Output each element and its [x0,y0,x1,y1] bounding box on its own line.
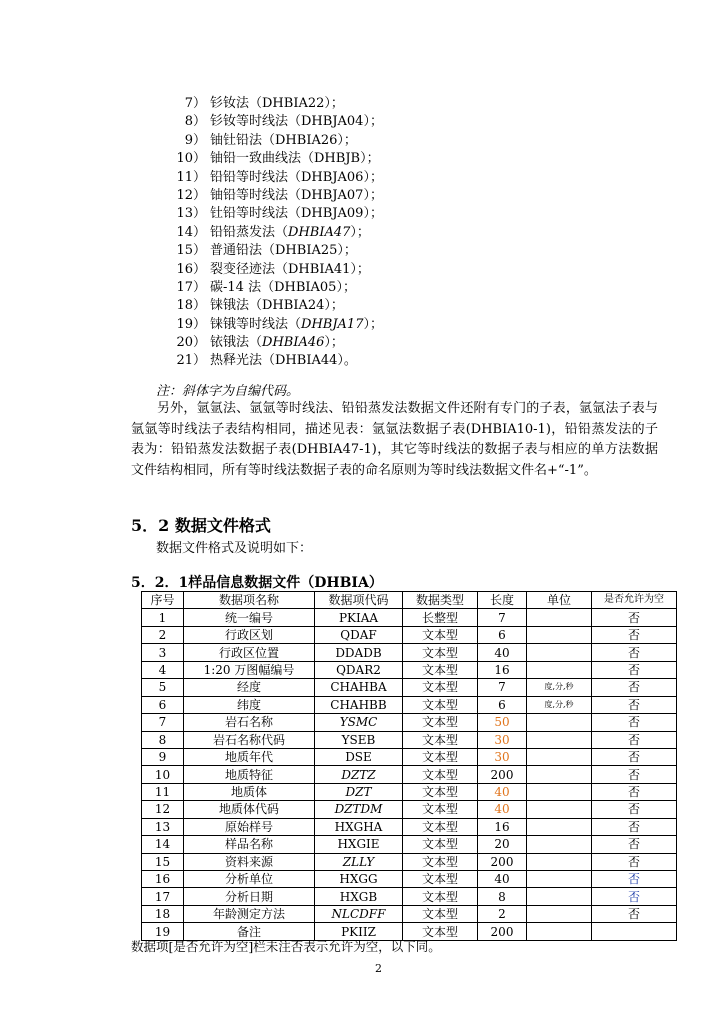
cell-no: 10 [142,766,184,783]
cell-code: DZT [315,783,403,800]
table-footnote: 数据项[是否允许为空]栏未注否表示允许为空，以下同。 [131,939,441,954]
cell-unit: 度,分,秒 [527,679,592,696]
cell-code: QDAR2 [315,661,403,678]
list-item-text: 裂变径迹法（DHBIA41）； [210,261,370,277]
cell-type: 文本型 [403,783,478,800]
cell-nullable: 否 [592,748,677,765]
cell-type: 文本型 [403,644,478,661]
page-number: 2 [375,962,382,975]
cell-nullable [592,923,677,940]
list-item-text: 钐钕法（DHBIA22）； [210,96,344,111]
header-length: 长度 [478,592,527,609]
cell-name: 地质特征 [184,766,315,783]
cell-length: 40 [478,783,527,800]
cell-no: 16 [142,871,184,888]
cell-name: 备注 [184,923,315,940]
list-item-number: 8） [184,114,206,130]
cell-name: 经度 [184,679,315,696]
cell-no: 9 [142,748,184,765]
cell-unit [527,836,592,853]
cell-nullable: 否 [592,644,677,661]
cell-name: 原始样号 [184,818,315,835]
cell-length: 20 [478,836,527,853]
cell-name: 分析单位 [184,871,315,888]
list-item [171,113,611,131]
cell-type: 文本型 [403,714,478,731]
list-item-number: 12） [176,187,206,203]
cell-nullable: 否 [592,766,677,783]
cell-type: 长整型 [403,609,478,626]
table-row [142,609,677,626]
table-header-row [142,592,677,609]
list-item-text: ）； [350,224,370,240]
cell-type: 文本型 [403,626,478,643]
list-item-text: 铼锇法（DHBIA24）； [210,298,344,314]
list-item-code: DHBIA47 [288,224,351,240]
list-item [171,334,611,352]
cell-name: 1:20 万图幅编号 [184,661,315,678]
list-item-number: 16） [176,261,206,277]
table-row [142,748,677,765]
table-row [142,801,677,818]
list-item-text: 铅铅等时线法（DHBJA06）； [210,169,383,185]
list-item-text: 铼锇等时线法（ [210,316,302,332]
section-heading: 5．2 数据文件格式 [131,516,271,535]
cell-nullable: 否 [592,818,677,835]
cell-nullable: 否 [592,853,677,870]
cell-name: 行政区划 [184,626,315,643]
cell-nullable: 否 [592,696,677,713]
cell-unit [527,888,592,905]
table-row [142,818,677,835]
cell-code: HXGG [315,871,403,888]
list-item-text: 铀钍铅法（DHBIA26）； [210,132,357,148]
cell-length: 30 [478,748,527,765]
cell-length: 30 [478,731,527,748]
header-code: 数据项代码 [315,592,403,609]
cell-unit [527,783,592,800]
table-row [142,783,677,800]
cell-no: 19 [142,923,184,940]
cell-unit [527,871,592,888]
cell-unit [527,748,592,765]
cell-name: 纬度 [184,696,315,713]
table-row [142,661,677,678]
list-item [171,261,611,279]
subsection-heading: 5．2．1样品信息数据文件（DHBIA） [131,575,383,591]
cell-name: 样品名称 [184,836,315,853]
list-item-number: 7） [184,96,206,111]
table-row [142,714,677,731]
cell-nullable: 否 [592,626,677,643]
cell-length: 40 [478,871,527,888]
list-item-text: 钐钕等时线法（DHBJA04）； [210,114,383,130]
list-item-text: 铱锇法（ [210,335,263,351]
cell-type: 文本型 [403,888,478,905]
list-item [171,297,611,315]
cell-no: 3 [142,644,184,661]
cell-unit [527,609,592,626]
cell-unit [527,766,592,783]
cell-type: 文本型 [403,766,478,783]
table-row [142,905,677,922]
table-row [142,731,677,748]
cell-unit [527,661,592,678]
table-row [142,644,677,661]
cell-unit [527,801,592,818]
header-nullable: 是否允许为空 [592,592,677,609]
cell-unit [527,853,592,870]
list-item-number: 18） [176,298,206,314]
cell-length: 200 [478,853,527,870]
list-item [171,205,611,223]
list-item-number: 19） [176,316,206,332]
cell-code: HXGHA [315,818,403,835]
cell-unit [527,626,592,643]
cell-length: 50 [478,714,527,731]
cell-code: NLCDFF [315,905,403,922]
list-item [171,224,611,242]
cell-name: 地质年代 [184,748,315,765]
cell-name: 地质体 [184,783,315,800]
cell-code: CHAHBA [315,679,403,696]
header-name: 数据项名称 [184,592,315,609]
header-no: 序号 [142,592,184,609]
cell-no: 17 [142,888,184,905]
cell-code: QDAF [315,626,403,643]
cell-type: 文本型 [403,871,478,888]
list-item-text: ）； [363,316,383,332]
list-item [171,169,611,187]
cell-unit [527,731,592,748]
cell-length: 16 [478,661,527,678]
cell-no: 11 [142,783,184,800]
list-item-text: 普通铅法（DHBIA25）； [210,243,357,259]
cell-type: 文本型 [403,748,478,765]
cell-no: 12 [142,801,184,818]
table-row [142,853,677,870]
cell-type: 文本型 [403,853,478,870]
cell-nullable: 否 [592,783,677,800]
list-item-number: 14） [176,224,206,240]
list-item [171,279,611,297]
cell-unit [527,818,592,835]
cell-unit [527,714,592,731]
table-row [142,696,677,713]
cell-nullable: 否 [592,714,677,731]
italic-note: 注：斜体字为自编代码。 [156,384,300,399]
header-unit: 单位 [527,592,592,609]
list-item [171,150,611,168]
table-row [142,871,677,888]
list-item-text: 铀铅一致曲线法（DHBJB）； [210,151,380,167]
cell-no: 4 [142,661,184,678]
cell-no: 1 [142,609,184,626]
list-item-text: ）； [324,335,344,351]
cell-nullable: 否 [592,836,677,853]
list-item-text: 热释光法（DHBIA44）。 [210,353,357,369]
header-type: 数据类型 [403,592,478,609]
cell-nullable: 否 [592,888,677,905]
cell-unit [527,644,592,661]
cell-name: 行政区位置 [184,644,315,661]
cell-length: 8 [478,888,527,905]
list-item-text: 钍铅等时线法（DHBJA09）； [210,206,383,222]
cell-no: 7 [142,714,184,731]
cell-type: 文本型 [403,731,478,748]
cell-code: CHAHBB [315,696,403,713]
section-intro: 数据文件格式及说明如下： [156,541,313,556]
cell-length: 200 [478,766,527,783]
table-row [142,626,677,643]
method-list [171,95,611,371]
cell-nullable: 否 [592,801,677,818]
list-item-number: 13） [176,206,206,222]
cell-code: PKIIZ [315,923,403,940]
cell-length: 40 [478,801,527,818]
subtable-paragraph: 另外，氩氩法、氩氩等时线法、铅铅蒸发法数据文件还附有专门的子表，氩氩法子表与氩氩等时线法子表结构相同，描述见表：氩氩法数据子表(DHBIA10-1)，铅铅蒸发法的子表为：铅铅蒸发法数据子表(DHBIA47-1)，其它等时线法的数据子表与相应的单方法数据文件结构相同，所有等时线法数据子表的命名原则为等时线法数据文件名+“-1”。 [131,401,658,478]
cell-no: 6 [142,696,184,713]
cell-type: 文本型 [403,801,478,818]
cell-length: 2 [478,905,527,922]
list-item-text: 铅铅蒸发法（ [210,224,289,240]
cell-name: 统一编号 [184,609,315,626]
cell-length: 200 [478,923,527,940]
cell-code: YSEB [315,731,403,748]
cell-no: 14 [142,836,184,853]
cell-length: 6 [478,696,527,713]
list-item [171,242,611,260]
table-row [142,888,677,905]
list-item-number: 15） [176,243,206,259]
list-item-code: DHBJA17 [301,316,364,332]
cell-type: 文本型 [403,661,478,678]
cell-name: 资料来源 [184,853,315,870]
list-item-number: 21） [176,353,206,369]
cell-length: 7 [478,679,527,696]
list-item-number: 9） [184,132,206,148]
cell-name: 岩石名称 [184,714,315,731]
cell-code: DZTZ [315,766,403,783]
cell-length: 40 [478,644,527,661]
list-item [171,352,611,370]
cell-code: ZLLY [315,853,403,870]
cell-code: DDADB [315,644,403,661]
list-item-code: DHBIA46 [262,335,325,351]
cell-length: 6 [478,626,527,643]
sample-info-table [141,591,677,941]
cell-nullable: 否 [592,905,677,922]
cell-length: 7 [478,609,527,626]
cell-no: 8 [142,731,184,748]
cell-unit [527,923,592,940]
cell-nullable: 否 [592,661,677,678]
list-item [171,95,611,113]
table-row [142,679,677,696]
list-item-text: 铀铅等时线法（DHBJA07）； [210,187,383,203]
cell-type: 文本型 [403,836,478,853]
cell-code: DSE [315,748,403,765]
list-item [171,132,611,150]
list-item-number: 10） [176,151,206,167]
cell-nullable: 否 [592,679,677,696]
cell-no: 13 [142,818,184,835]
cell-type: 文本型 [403,905,478,922]
cell-type: 文本型 [403,818,478,835]
cell-name: 分析日期 [184,888,315,905]
cell-unit [527,905,592,922]
cell-no: 18 [142,905,184,922]
cell-no: 15 [142,853,184,870]
cell-no: 5 [142,679,184,696]
cell-type: 文本型 [403,923,478,940]
cell-nullable: 否 [592,609,677,626]
cell-nullable: 否 [592,731,677,748]
list-item-number: 20） [176,335,206,351]
cell-name: 年龄测定方法 [184,905,315,922]
list-item-text: 碳-14 法（DHBIA05）； [210,279,356,295]
cell-type: 文本型 [403,679,478,696]
cell-code: HXGB [315,888,403,905]
cell-type: 文本型 [403,696,478,713]
cell-code: HXGIE [315,836,403,853]
cell-no: 2 [142,626,184,643]
cell-code: DZTDM [315,801,403,818]
list-item [171,316,611,334]
list-item-number: 17） [176,279,206,295]
list-item [171,187,611,205]
cell-code: YSMC [315,714,403,731]
cell-unit: 度,分,秒 [527,696,592,713]
cell-name: 地质体代码 [184,801,315,818]
cell-name: 岩石名称代码 [184,731,315,748]
table-row [142,766,677,783]
cell-code: PKIAA [315,609,403,626]
cell-nullable: 否 [592,871,677,888]
table-row [142,836,677,853]
list-item-number: 11） [176,169,206,185]
cell-length: 16 [478,818,527,835]
